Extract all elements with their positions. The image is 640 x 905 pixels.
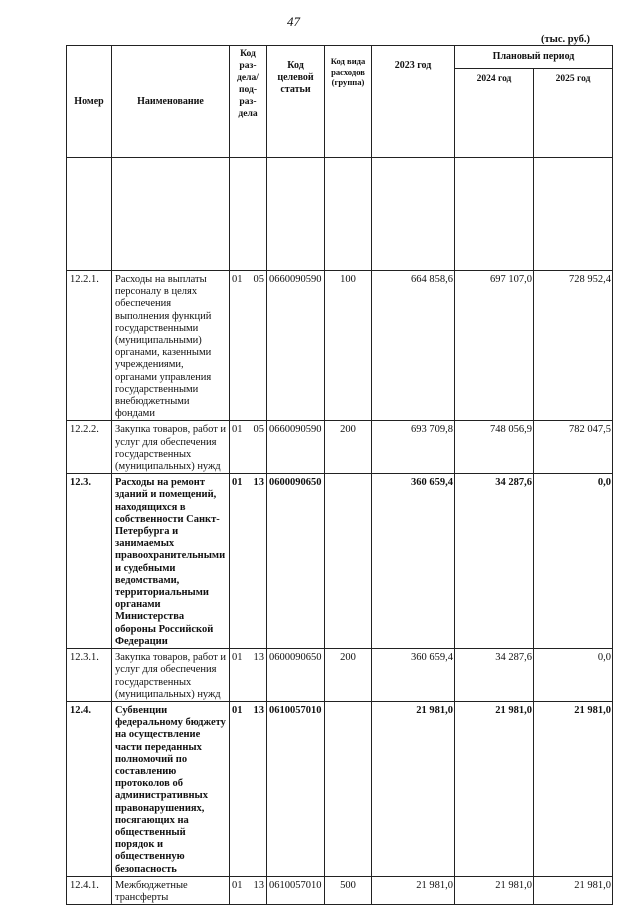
row-name: Расходы на ремонт зданий и помещений, находящихся в собственности Санкт-Петербурга и занимаемых правоохранительными и судебными ведомствами, территориальными органами Министерства обороны Российской Федерации: [112, 474, 230, 649]
header-article: Код целевой статьи: [267, 46, 325, 158]
row-2024: 21 981,0: [455, 701, 534, 876]
header-section: Код раз-дела/ под-раз-дела: [230, 46, 267, 158]
row-expense-type: [325, 474, 372, 649]
row-article: 0610057010: [267, 876, 325, 904]
row-sec: 01: [232, 652, 243, 664]
row-2023: 21 981,0: [372, 876, 455, 904]
row-2025: 782 047,5: [534, 421, 613, 474]
row-sec: 01: [232, 274, 243, 285]
table-row: [67, 271, 613, 421]
header-number: Номер: [67, 46, 112, 158]
row-subsec: 13: [253, 477, 264, 489]
row-expense-type: 200: [325, 421, 372, 474]
row-2025: 21 981,0: [534, 701, 613, 876]
row-2024: 34 287,6: [455, 474, 534, 649]
row-2025: 21 981,0: [534, 876, 613, 904]
row-2024: 34 287,6: [455, 649, 534, 702]
table-row: [67, 421, 613, 474]
row-name: Закупка товаров, работ и услуг для обеспечения государственных (муниципальных) нужд: [112, 649, 230, 702]
row-name: Закупка товаров, работ и услуг для обеспечения государственных (муниципальных) нужд: [112, 421, 230, 474]
row-expense-type: [325, 701, 372, 876]
row-name: Субвенции федеральному бюджету на осуществление части переданных полномочий по составлению протоколов об административных правонарушениях, посягающих на общественный порядок и общественную безопасность: [112, 701, 230, 876]
row-expense-type: 500: [325, 876, 372, 904]
budget-table: [66, 45, 613, 905]
row-2024: 697 107,0: [455, 271, 534, 421]
row-subsec: 13: [253, 652, 264, 664]
row-2025: 728 952,4: [534, 271, 613, 421]
row-article: 0600090650: [267, 649, 325, 702]
table-row: [67, 474, 613, 649]
row-section: [230, 701, 267, 876]
header-planned-period: Плановый период: [455, 46, 613, 69]
row-sec: 01: [232, 704, 243, 716]
row-sec: 01: [232, 879, 243, 891]
row-2024: 21 981,0: [455, 876, 534, 904]
table-row: [67, 701, 613, 876]
row-number: 12.2.1.: [67, 271, 112, 421]
row-2023: 360 659,4: [372, 474, 455, 649]
row-name: Расходы на выплаты персоналу в целях обеспечения выполнения функций государственными (муниципальными) органами, казенными учреждениями, органами управления государственными внебюджетными фондами: [112, 271, 230, 421]
row-section: [230, 421, 267, 474]
row-subsec: 05: [253, 274, 264, 285]
header-name: Наименование: [112, 46, 230, 158]
row-expense-type: 100: [325, 271, 372, 421]
row-2024: 748 056,9: [455, 421, 534, 474]
row-subsec: 13: [253, 879, 264, 891]
table-row: [67, 876, 613, 904]
row-2023: 360 659,4: [372, 649, 455, 702]
row-section: [230, 876, 267, 904]
row-article: 0600090650: [267, 474, 325, 649]
row-expense-type: 200: [325, 649, 372, 702]
row-article: 0610057010: [267, 701, 325, 876]
table-row: [67, 649, 613, 702]
row-number: 12.4.: [67, 701, 112, 876]
row-name: Межбюджетные трансферты: [112, 876, 230, 904]
row-section: [230, 649, 267, 702]
row-subsec: 05: [253, 424, 264, 436]
row-sec: 01: [232, 424, 243, 436]
header-2024: 2024 год: [455, 69, 534, 158]
row-2023: 693 709,8: [372, 421, 455, 474]
units-label: (тыс. руб.): [541, 34, 590, 45]
header-2023: 2023 год: [372, 46, 455, 158]
row-number: 12.3.1.: [67, 649, 112, 702]
row-article: 0660090590: [267, 421, 325, 474]
row-subsec: 13: [253, 704, 264, 716]
row-sec: 01: [232, 477, 243, 489]
header-2025: 2025 год: [534, 69, 613, 158]
row-2025: 0,0: [534, 474, 613, 649]
row-2023: 21 981,0: [372, 701, 455, 876]
row-2025: 0,0: [534, 649, 613, 702]
header-expense-type: Код вида расходов (группа): [325, 46, 372, 158]
row-number: 12.2.2.: [67, 421, 112, 474]
row-number: 12.3.: [67, 474, 112, 649]
row-section: [230, 474, 267, 649]
row-number: 12.4.1.: [67, 876, 112, 904]
row-article: 0660090590: [267, 271, 325, 421]
row-section: [230, 271, 267, 421]
row-2023: 664 858,6: [372, 271, 455, 421]
page-number: 47: [287, 14, 300, 29]
